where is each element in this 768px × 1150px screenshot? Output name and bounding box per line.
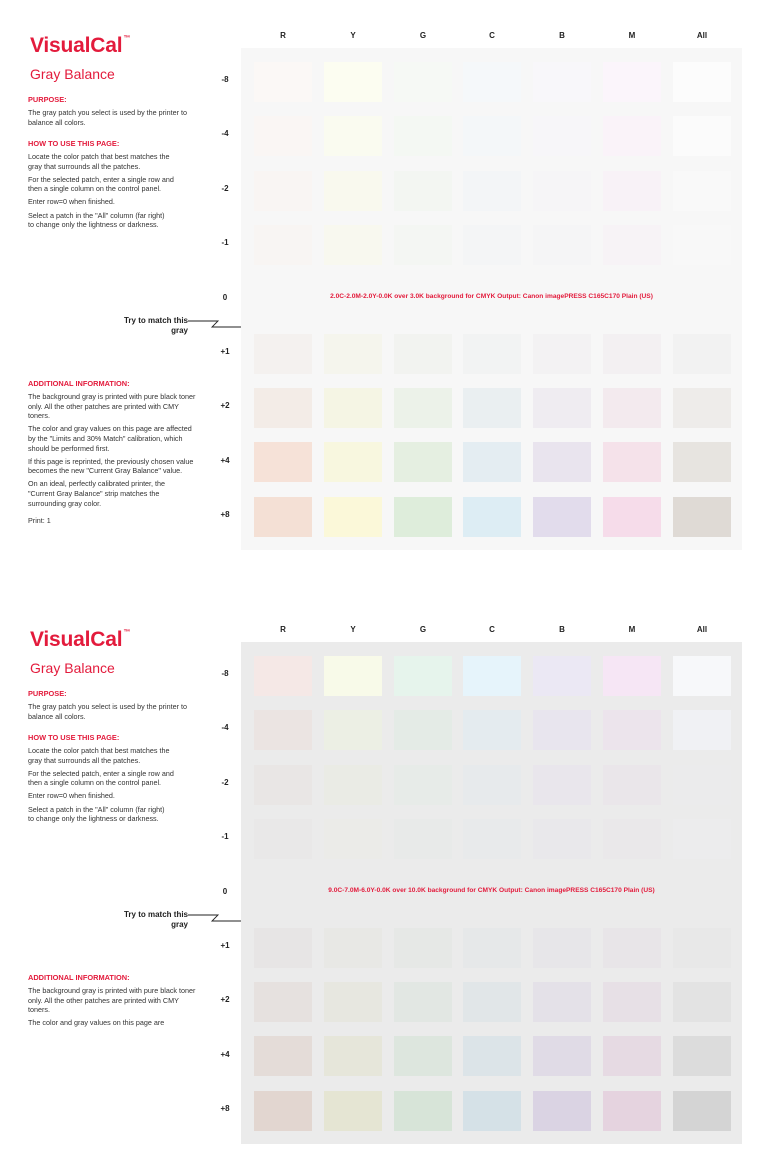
page-title: Gray Balance — [30, 660, 115, 676]
color-patch[interactable] — [603, 765, 661, 805]
color-patch[interactable] — [673, 497, 731, 537]
color-patch[interactable] — [463, 62, 521, 102]
color-patch[interactable] — [394, 1036, 452, 1076]
color-patch[interactable] — [463, 1036, 521, 1076]
try-to-match-label: Try to match this gray — [123, 316, 188, 335]
column-label-y: Y — [350, 625, 356, 634]
column-label-c: C — [489, 31, 495, 40]
brand-name: VisualCal — [30, 628, 123, 651]
color-patch[interactable] — [673, 171, 731, 211]
color-patch[interactable] — [394, 171, 452, 211]
color-patch[interactable] — [603, 334, 661, 374]
color-patch[interactable] — [533, 62, 591, 102]
color-patch[interactable] — [254, 497, 312, 537]
color-patch[interactable] — [394, 225, 452, 265]
color-patch[interactable] — [603, 710, 661, 750]
howto-heading: HOW TO USE THIS PAGE: — [28, 733, 120, 742]
trademark-symbol: ™ — [123, 629, 131, 636]
purpose-text: The gray patch you select is used by the printer to balance all colors. — [28, 108, 188, 127]
color-patch[interactable] — [673, 656, 731, 696]
purpose-section — [28, 95, 204, 131]
color-patch[interactable] — [673, 388, 731, 428]
color-patch[interactable] — [394, 1091, 452, 1131]
additional-heading: ADDITIONAL INFORMATION: — [28, 973, 130, 982]
color-patch[interactable] — [603, 982, 661, 1022]
column-label-b: B — [559, 31, 565, 40]
column-label-all: All — [696, 625, 708, 634]
color-patch[interactable] — [673, 765, 731, 805]
color-patch[interactable] — [324, 1091, 382, 1131]
column-label-c: C — [489, 625, 495, 634]
row-label: +4 — [220, 456, 230, 465]
color-patch[interactable] — [254, 334, 312, 374]
row-label: +1 — [220, 347, 230, 356]
color-patch[interactable] — [324, 928, 382, 968]
color-patch[interactable] — [673, 1036, 731, 1076]
row-label: -2 — [221, 778, 229, 787]
color-patch[interactable] — [324, 388, 382, 428]
color-patch[interactable] — [533, 765, 591, 805]
color-patch[interactable] — [254, 710, 312, 750]
column-label-y: Y — [350, 31, 356, 40]
additional-paragraph: The color and gray values on this page are affected by the "Limits and 30% Match" calibration, which should be performed first. — [28, 424, 192, 453]
row-label: -8 — [221, 669, 229, 678]
color-patch[interactable] — [463, 334, 521, 374]
howto-step: Enter row=0 when finished. — [28, 197, 115, 207]
color-patch[interactable] — [394, 819, 452, 859]
calibration-banner: 9.0C-7.0M-6.0Y-0.0K over 10.0K background for CMYK Output: Canon imagePRESS C165C170 Plain (US) — [328, 887, 655, 894]
color-patch[interactable] — [463, 656, 521, 696]
color-patch[interactable] — [603, 116, 661, 156]
color-patch[interactable] — [394, 497, 452, 537]
color-patch[interactable] — [603, 442, 661, 482]
row-label: +2 — [220, 401, 230, 410]
color-patch[interactable] — [463, 928, 521, 968]
color-patch[interactable] — [673, 116, 731, 156]
color-patch[interactable] — [673, 1091, 731, 1131]
color-patch[interactable] — [254, 765, 312, 805]
color-patch[interactable] — [324, 710, 382, 750]
row-label: -4 — [221, 129, 229, 138]
row-label: -2 — [221, 184, 229, 193]
color-patch[interactable] — [463, 442, 521, 482]
additional-heading: ADDITIONAL INFORMATION: — [28, 379, 130, 388]
color-patch[interactable] — [463, 710, 521, 750]
color-patch[interactable] — [603, 1091, 661, 1131]
howto-section — [28, 139, 204, 233]
color-patch[interactable] — [463, 765, 521, 805]
color-patch[interactable] — [533, 1091, 591, 1131]
try-to-match-label: Try to match this gray — [123, 910, 188, 929]
color-patch[interactable] — [673, 334, 731, 374]
color-patch[interactable] — [463, 388, 521, 428]
howto-step: For the selected patch, enter a single row and then a single column on the control panel. — [28, 768, 174, 788]
purpose-section — [28, 689, 204, 725]
additional-paragraph: The color and gray values on this page are — [28, 1018, 165, 1028]
color-patch[interactable] — [324, 171, 382, 211]
color-patch[interactable] — [324, 982, 382, 1022]
purpose-text: The gray patch you select is used by the printer to balance all colors. — [28, 702, 188, 721]
color-patch[interactable] — [673, 710, 731, 750]
additional-paragraph: The background gray is printed with pure black toner only. All the other patches are printed with CMY toners. — [28, 392, 196, 421]
color-patch[interactable] — [463, 497, 521, 537]
color-patch[interactable] — [254, 62, 312, 102]
color-patch[interactable] — [463, 819, 521, 859]
color-patch[interactable] — [254, 171, 312, 211]
howto-step: For the selected patch, enter a single row and then a single column on the control panel. — [28, 174, 174, 194]
calibration-banner: 2.0C-2.0M-2.0Y-0.0K over 3.0K background for CMYK Output: Canon imagePRESS C165C170 Plain (US) — [330, 293, 653, 300]
color-patch[interactable] — [673, 928, 731, 968]
color-patch[interactable] — [394, 388, 452, 428]
color-patch[interactable] — [394, 656, 452, 696]
color-patch[interactable] — [324, 442, 382, 482]
color-patch[interactable] — [254, 928, 312, 968]
color-patch[interactable] — [254, 819, 312, 859]
row-label: -1 — [221, 238, 229, 247]
color-patch[interactable] — [603, 62, 661, 102]
trademark-symbol: ™ — [123, 35, 131, 42]
howto-section — [28, 733, 204, 827]
color-patch[interactable] — [533, 656, 591, 696]
color-patch[interactable] — [533, 497, 591, 537]
color-patch[interactable] — [463, 116, 521, 156]
color-patch[interactable] — [254, 442, 312, 482]
pointer-arrow-icon — [188, 317, 248, 335]
color-patch[interactable] — [463, 982, 521, 1022]
color-patch[interactable] — [603, 928, 661, 968]
color-patch[interactable] — [394, 62, 452, 102]
color-patch[interactable] — [533, 819, 591, 859]
color-patch[interactable] — [463, 171, 521, 211]
column-label-g: G — [419, 625, 427, 634]
additional-paragraph: On an ideal, perfectly calibrated printer, the "Current Gray Balance" strip matches the surrounding gray color. — [28, 479, 166, 508]
color-patch[interactable] — [533, 982, 591, 1022]
color-patch[interactable] — [324, 334, 382, 374]
row-label: -4 — [221, 723, 229, 732]
color-patch[interactable] — [603, 171, 661, 211]
color-patch[interactable] — [324, 656, 382, 696]
color-patch[interactable] — [673, 819, 731, 859]
color-patch[interactable] — [254, 225, 312, 265]
purpose-heading: PURPOSE: — [28, 95, 67, 104]
column-label-r: R — [280, 31, 286, 40]
color-patch[interactable] — [394, 442, 452, 482]
howto-step: Locate the color patch that best matches the gray that surrounds all the patches. — [28, 746, 170, 765]
row-label: -1 — [221, 832, 229, 841]
color-patch[interactable] — [254, 1036, 312, 1076]
howto-step: Select a patch in the "All" column (far right) to change only the lightness or darkness. — [28, 210, 165, 230]
page-title: Gray Balance — [30, 66, 115, 82]
brand-logo — [30, 628, 130, 652]
column-label-b: B — [559, 625, 565, 634]
color-patch[interactable] — [533, 225, 591, 265]
color-patch[interactable] — [673, 225, 731, 265]
color-patch[interactable] — [463, 1091, 521, 1131]
row-label: 0 — [222, 887, 228, 896]
column-label-m: M — [628, 31, 636, 40]
color-patch[interactable] — [394, 765, 452, 805]
column-label-g: G — [419, 31, 427, 40]
additional-paragraph: The background gray is printed with pure black toner only. All the other patches are printed with CMY toners. — [28, 986, 196, 1015]
color-patch[interactable] — [603, 819, 661, 859]
color-patch[interactable] — [324, 765, 382, 805]
additional-info-section — [28, 379, 204, 529]
color-patch[interactable] — [673, 442, 731, 482]
howto-heading: HOW TO USE THIS PAGE: — [28, 139, 120, 148]
color-patch[interactable] — [324, 497, 382, 537]
color-patch[interactable] — [603, 1036, 661, 1076]
color-patch[interactable] — [533, 116, 591, 156]
color-patch[interactable] — [673, 982, 731, 1022]
gray-balance-sheet-1 — [0, 0, 768, 556]
column-label-all: All — [696, 31, 708, 40]
color-patch[interactable] — [254, 388, 312, 428]
additional-info-section — [28, 973, 204, 1031]
row-label: +2 — [220, 995, 230, 1004]
color-patch[interactable] — [533, 442, 591, 482]
color-patch[interactable] — [394, 982, 452, 1022]
additional-paragraph: If this page is reprinted, the previously chosen value becomes the new "Current Gray Balance" value. — [28, 456, 194, 476]
color-patch[interactable] — [254, 982, 312, 1022]
row-label: +1 — [220, 941, 230, 950]
color-patch[interactable] — [324, 819, 382, 859]
color-patch[interactable] — [394, 710, 452, 750]
color-patch[interactable] — [603, 388, 661, 428]
color-patch[interactable] — [533, 928, 591, 968]
color-patch[interactable] — [603, 225, 661, 265]
row-label: +4 — [220, 1050, 230, 1059]
color-patch[interactable] — [254, 656, 312, 696]
purpose-heading: PURPOSE: — [28, 689, 67, 698]
color-patch[interactable] — [533, 171, 591, 211]
color-patch[interactable] — [673, 62, 731, 102]
color-patch[interactable] — [394, 334, 452, 374]
column-label-r: R — [280, 625, 286, 634]
row-label: +8 — [220, 510, 230, 519]
print-count: Print: 1 — [28, 516, 51, 526]
row-label: +8 — [220, 1104, 230, 1113]
color-patch[interactable] — [533, 710, 591, 750]
color-patch[interactable] — [254, 116, 312, 156]
brand-logo — [30, 34, 130, 58]
color-patch[interactable] — [324, 116, 382, 156]
column-label-m: M — [628, 625, 636, 634]
howto-step: Enter row=0 when finished. — [28, 791, 115, 801]
color-patch[interactable] — [533, 334, 591, 374]
color-patch[interactable] — [533, 1036, 591, 1076]
color-patch[interactable] — [394, 116, 452, 156]
color-patch[interactable] — [603, 656, 661, 696]
howto-step: Locate the color patch that best matches the gray that surrounds all the patches. — [28, 152, 170, 171]
brand-name: VisualCal — [30, 34, 123, 57]
color-patch[interactable] — [463, 225, 521, 265]
color-patch[interactable] — [533, 388, 591, 428]
color-patch[interactable] — [394, 928, 452, 968]
color-patch[interactable] — [254, 1091, 312, 1131]
color-patch[interactable] — [324, 225, 382, 265]
pointer-arrow-icon — [188, 911, 248, 929]
howto-step: Select a patch in the "All" column (far right) to change only the lightness or darkness. — [28, 804, 165, 824]
color-patch[interactable] — [324, 62, 382, 102]
gray-balance-sheet-2 — [0, 594, 768, 1150]
row-label: -8 — [221, 75, 229, 84]
color-patch[interactable] — [603, 497, 661, 537]
color-patch[interactable] — [324, 1036, 382, 1076]
row-label: 0 — [222, 293, 228, 302]
